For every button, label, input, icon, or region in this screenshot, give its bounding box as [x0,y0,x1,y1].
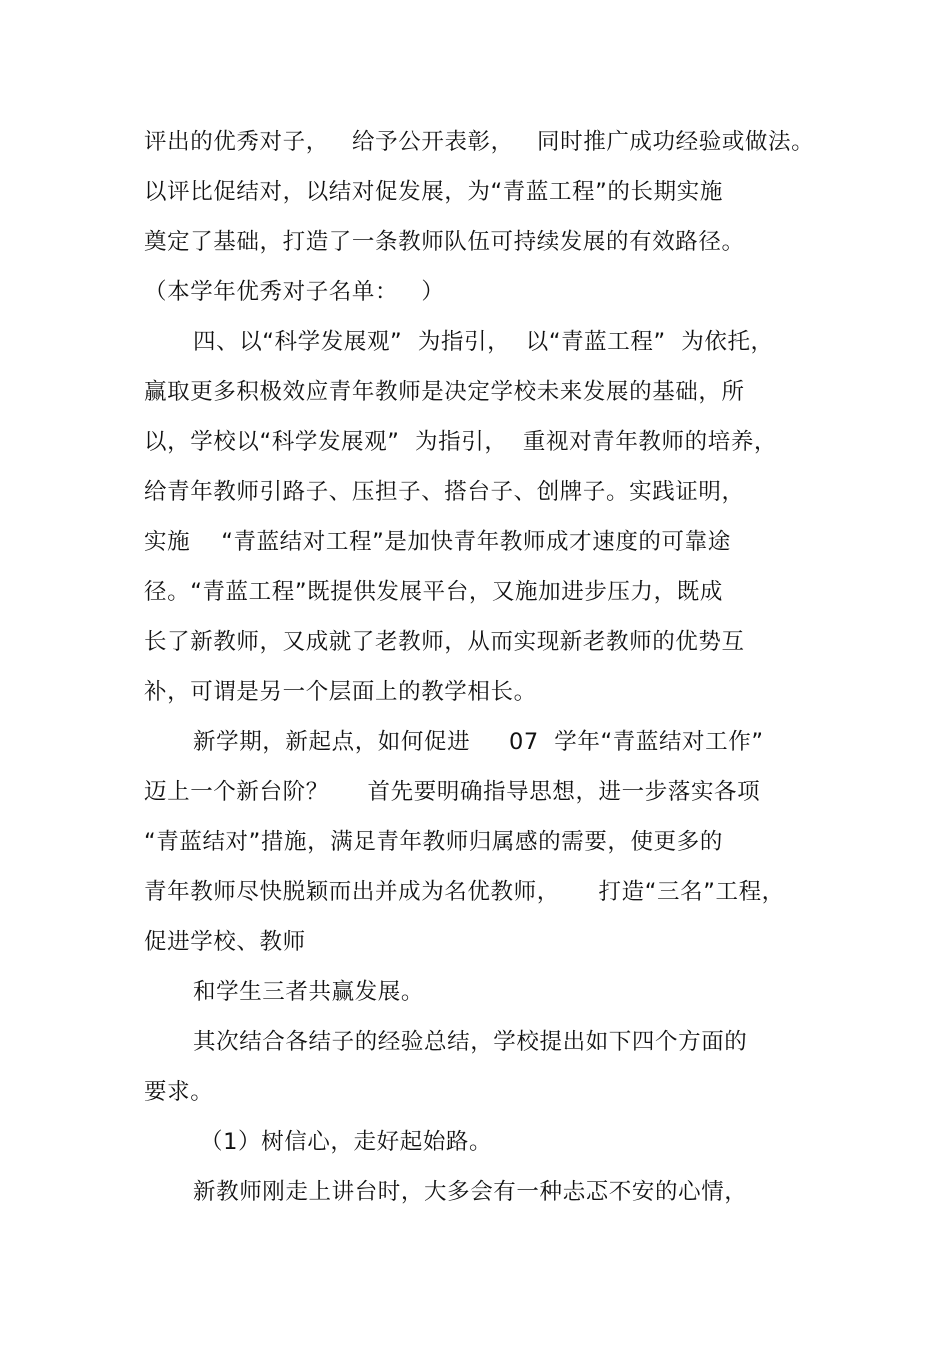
text-line: 奠定了基础，打造了一条教师队伍可持续发展的有效路径。 [144,229,745,255]
text-line: 青年教师尽快脱颖而出并成为名优教师， 打造“三名”工程， [144,879,785,905]
text-line: 长了新教师，又成就了老教师，从而实现新老教师的优势互 [144,629,745,655]
text-line: 补，可谓是另一个层面上的教学相长。 [144,679,537,705]
text-line: 实施 “青蓝结对工程”是加快青年教师成才速度的可靠途 [144,529,731,555]
paragraph-heading: 四、以“科学发展观” 为指引， 以“青蓝工程” 为依托， [193,329,774,355]
text-line: 新教师刚走上讲台时，大多会有一种忐忑不安的心情， [193,1179,748,1205]
text-line: 新学期，新起点，如何促进 07 学年“青蓝结对工作” [193,729,764,755]
text-line: 和学生三者共赢发展。 [193,979,425,1005]
text-line: 促进学校、教师 [144,929,306,955]
text-line: 迈上一个新台阶？ 首先要明确指导思想，进一步落实各项 [144,779,761,805]
text-line: 以评比促结对，以结对促发展，为“青蓝工程”的长期实施 [144,179,723,205]
text-line: （本学年优秀对子名单： ） [144,279,445,305]
subheading: （1）树信心，走好起始路。 [200,1129,493,1155]
text-line: 径。“青蓝工程”既提供发展平台，又施加进步压力，既成 [144,579,723,605]
text-line: 其次结合各结子的经验总结，学校提出如下四个方面的 [193,1029,748,1055]
text-line: 赢取更多积极效应青年教师是决定学校未来发展的基础，所 [144,379,745,405]
text-line: 评出的优秀对子， 给予公开表彰， 同时推广成功经验或做法。 [144,129,815,155]
text-line: 给青年教师引路子、压担子、搭台子、创牌子。实践证明， [144,479,745,505]
text-line: 以，学校以“科学发展观” 为指引， 重视对青年教师的培养， [144,429,778,455]
text-line: 要求。 [144,1079,214,1105]
text-line: “青蓝结对”措施，满足青年教师归属感的需要，使更多的 [144,829,723,855]
